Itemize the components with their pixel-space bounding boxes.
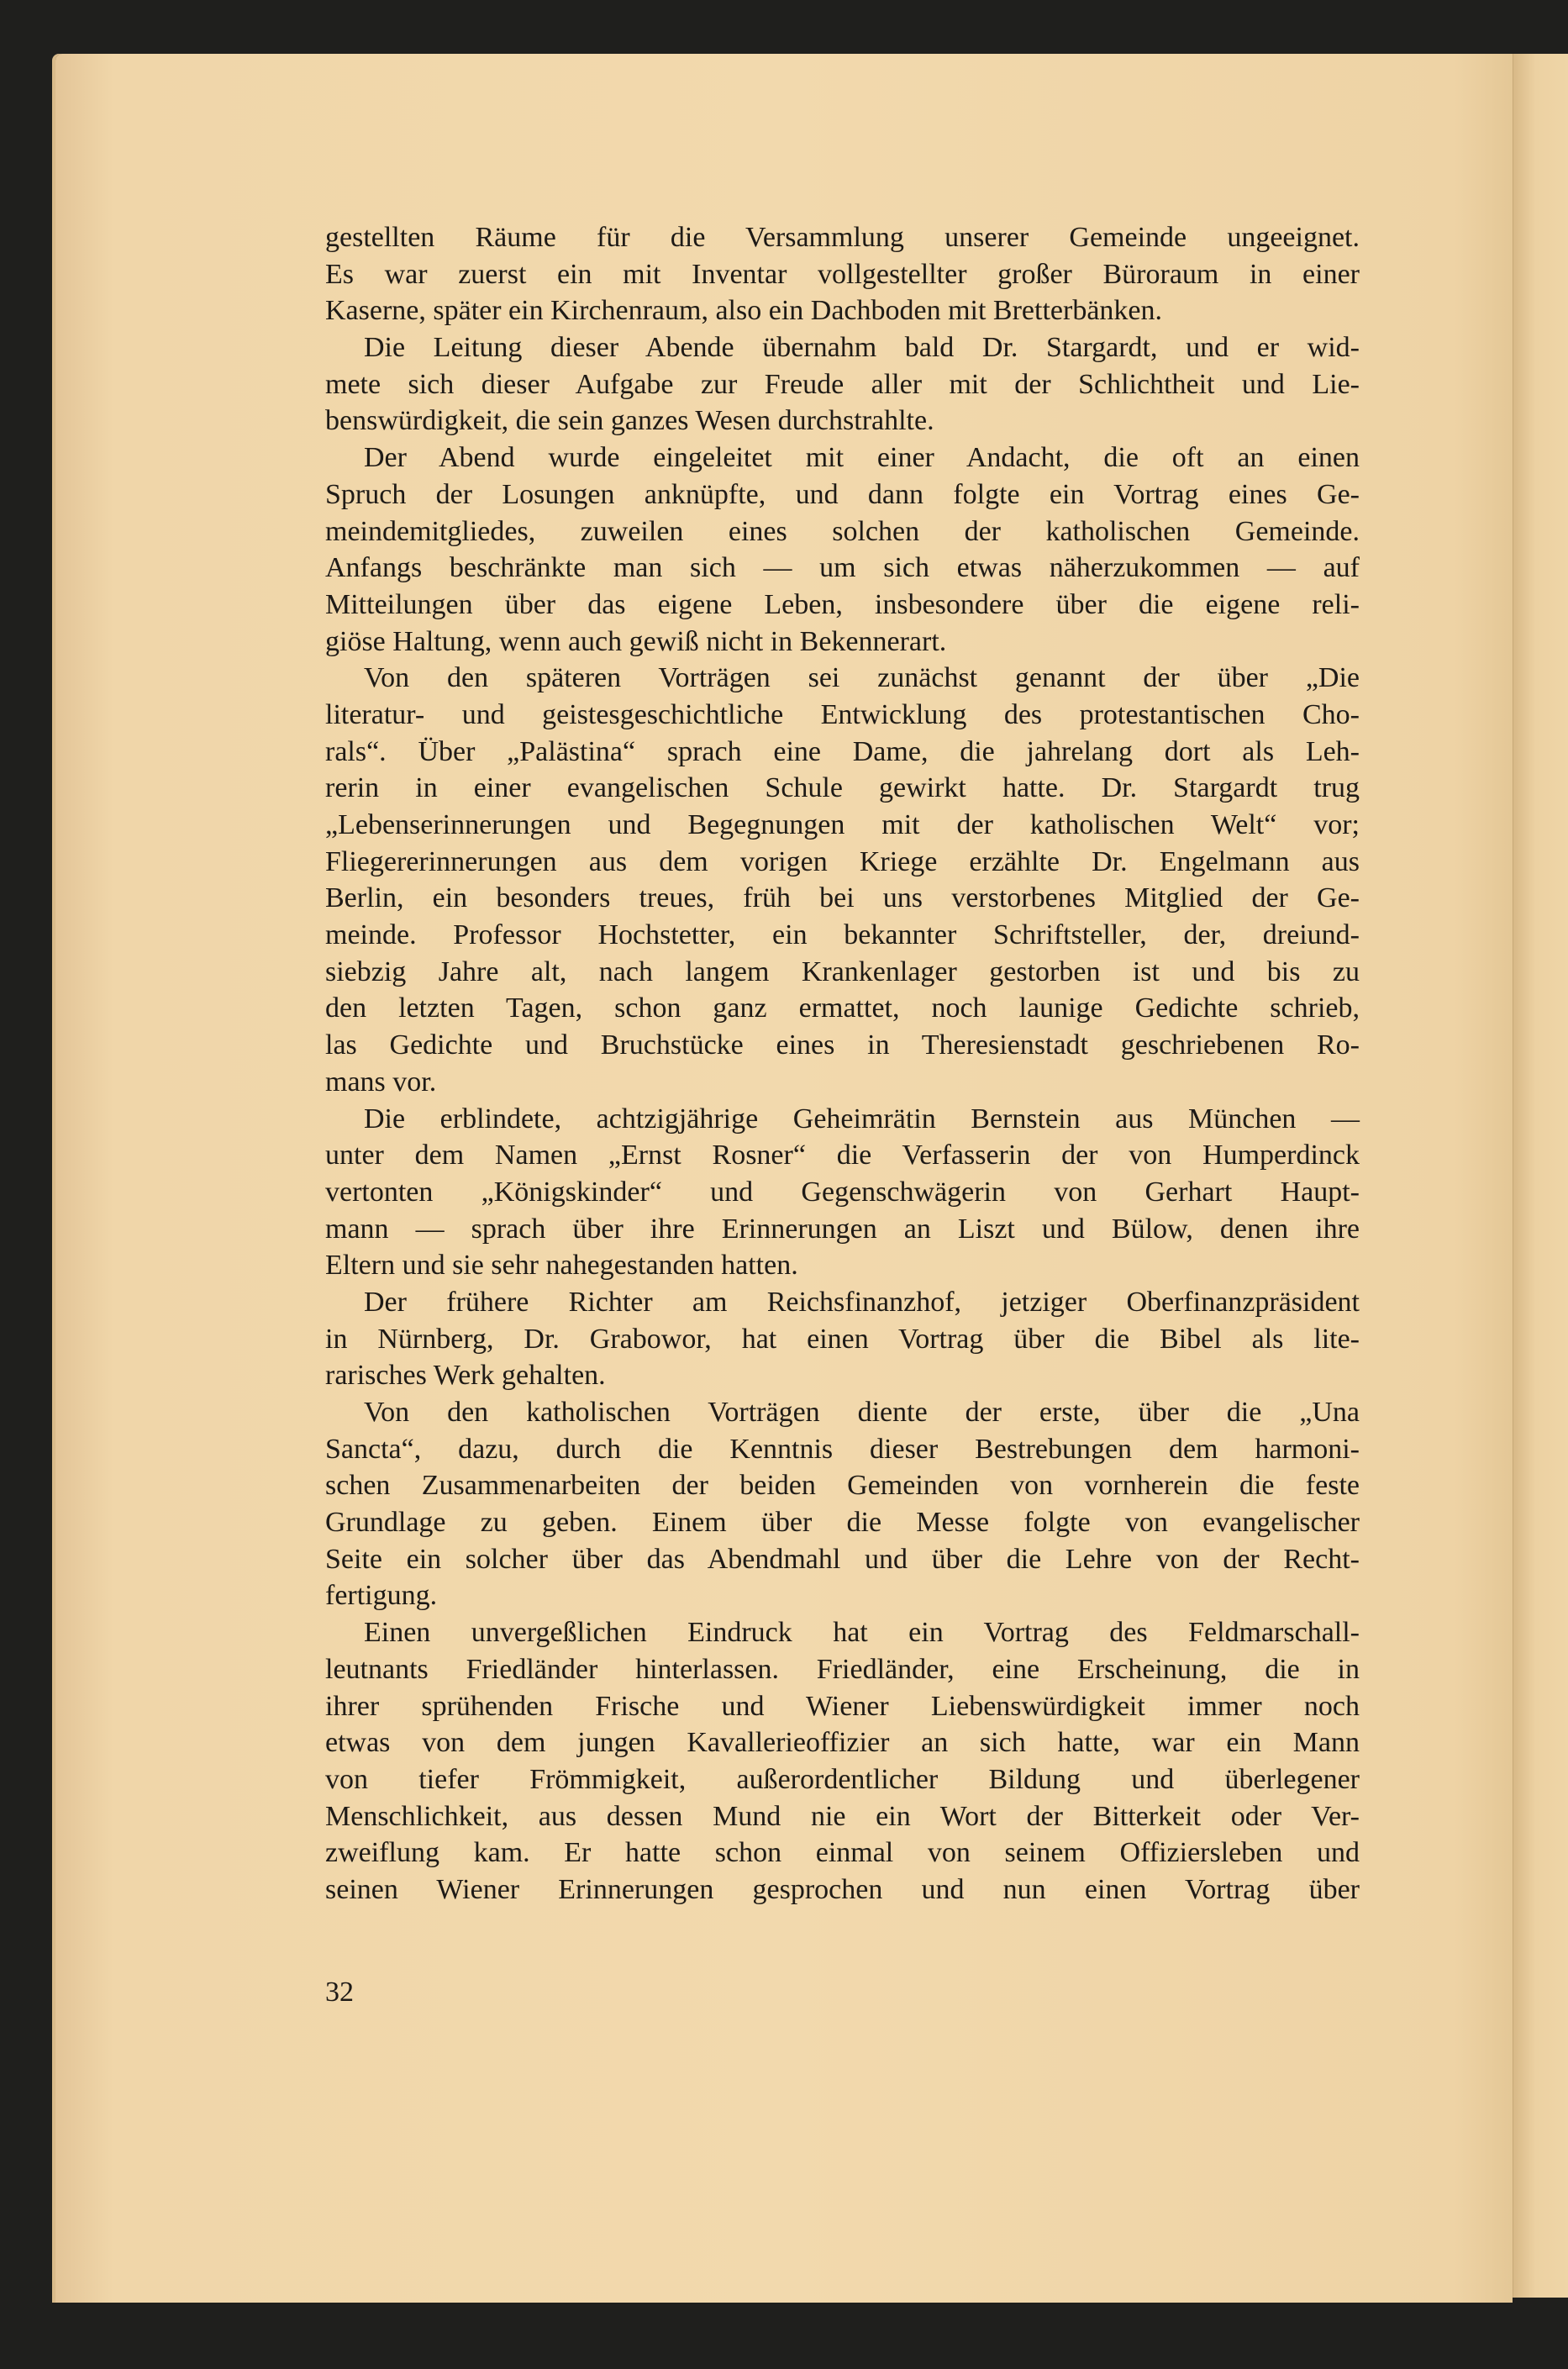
paragraph xyxy=(325,329,1360,440)
text-line: Sancta“, dazu, durch die Kenntnis dieser Bestrebungen dem harmoni- xyxy=(325,1433,1360,1465)
text-line: Es war zuerst ein mit Inventar vollgestellter großer Büroraum in einer xyxy=(325,258,1360,290)
text-line: etwas von dem jungen Kavallerieoffizier an sich hatte, war ein Mann xyxy=(325,1727,1360,1759)
text-line: schen Zusammenarbeiten der beiden Gemeinden von vornherein die feste xyxy=(325,1470,1360,1502)
text-line: Menschlichkeit, aus dessen Mund nie ein Wort der Bitterkeit oder Ver- xyxy=(325,1800,1360,1832)
text-line: vertonten „Königskinder“ und Gegenschwägerin von Gerhart Haupt- xyxy=(325,1176,1360,1208)
text-line: von tiefer Frömmigkeit, außerordentlicher Bildung und überlegener xyxy=(325,1763,1360,1795)
body-text xyxy=(325,219,1360,1908)
facing-page-edge xyxy=(1513,54,1568,2298)
text-line: meindemitgliedes, zuweilen eines solchen der katholischen Gemeinde. xyxy=(325,515,1360,547)
text-line: „Lebenserinnerungen und Begegnungen mit der katholischen Welt“ vor; xyxy=(325,809,1360,840)
text-line: Von den katholischen Vorträgen diente der erste, über die „Una xyxy=(364,1397,1360,1428)
text-line: den letzten Tagen, schon ganz ermattet, noch launige Gedichte schrieb, xyxy=(325,992,1360,1024)
text-line: Die Leitung dieser Abende übernahm bald Dr. Stargardt, und er wid- xyxy=(364,332,1360,364)
text-line: mann — sprach über ihre Erinnerungen an Liszt und Bülow, denen ihre xyxy=(325,1213,1360,1245)
text-line: rals“. Über „Palästina“ sprach eine Dame, die jahrelang dort als Leh- xyxy=(325,735,1360,767)
text-line: in Nürnberg, Dr. Grabowor, hat einen Vortrag über die Bibel als lite- xyxy=(325,1323,1360,1355)
text-line: Spruch der Losungen anknüpfte, und dann folgte ein Vortrag eines Ge- xyxy=(325,478,1360,510)
text-line: mans vor. xyxy=(325,1066,437,1098)
text-line: mete sich dieser Aufgabe zur Freude aller mit der Schlichtheit und Lie- xyxy=(325,368,1360,400)
paragraph xyxy=(325,219,1360,329)
text-line: Von den späteren Vorträgen sei zunächst genannt der über „Die xyxy=(364,662,1360,694)
text-line: Grundlage zu geben. Einem über die Messe folgte von evangelischer xyxy=(325,1507,1360,1539)
text-line: Kaserne, später ein Kirchenraum, also ein Dachboden mit Bretterbänken. xyxy=(325,295,1163,327)
text-line: rarisches Werk gehalten. xyxy=(325,1360,606,1392)
text-line: Anfangs beschränkte man sich — um sich etwas näherzukommen — auf xyxy=(325,552,1360,584)
text-line: unter dem Namen „Ernst Rosner“ die Verfasserin der von Humperdinck xyxy=(325,1140,1360,1171)
text-line: giöse Haltung, wenn auch gewiß nicht in Bekennerart. xyxy=(325,625,947,657)
page-number: 32 xyxy=(325,1977,354,2008)
text-line: Die erblindete, achtzigjährige Geheimrätin Bernstein aus München — xyxy=(364,1103,1360,1134)
text-line: zweiflung kam. Er hatte schon einmal von seinem Offiziersleben und xyxy=(325,1837,1360,1869)
text-line: ihrer sprühenden Frische und Wiener Liebenswürdigkeit immer noch xyxy=(325,1690,1360,1722)
text-line: rerin in einer evangelischen Schule gewirkt hatte. Dr. Stargardt trug xyxy=(325,772,1360,804)
text-line: benswürdigkeit, die sein ganzes Wesen durchstrahlte. xyxy=(325,405,934,437)
paragraph xyxy=(325,1284,1360,1394)
paragraph xyxy=(325,1614,1360,1908)
text-line: las Gedichte und Bruchstücke eines in Theresienstadt geschriebenen Ro- xyxy=(325,1029,1360,1061)
text-line: Berlin, ein besonders treues, früh bei uns verstorbenes Mitglied der Ge- xyxy=(325,882,1360,914)
text-line: Der Abend wurde eingeleitet mit einer Andacht, die oft an einen xyxy=(364,442,1360,474)
paragraph xyxy=(325,1394,1360,1614)
text-line: Mitteilungen über das eigene Leben, insbesondere über die eigene reli- xyxy=(325,588,1360,620)
text-line: siebzig Jahre alt, nach langem Krankenlager gestorben ist und bis zu xyxy=(325,955,1360,987)
text-line: seinen Wiener Erinnerungen gesprochen und nun einen Vortrag über xyxy=(325,1873,1360,1905)
text-line: gestellten Räume für die Versammlung unserer Gemeinde ungeeignet. xyxy=(325,222,1360,253)
text-line: meinde. Professor Hochstetter, ein bekannter Schriftsteller, der, dreiund- xyxy=(325,919,1360,951)
paragraph xyxy=(325,660,1360,1100)
text-line: Seite ein solcher über das Abendmahl und über die Lehre von der Recht- xyxy=(325,1543,1360,1575)
text-line: leutnants Friedländer hinterlassen. Friedländer, eine Erscheinung, die in xyxy=(325,1653,1360,1685)
text-line: Fliegererinnerungen aus dem vorigen Kriege erzählte Dr. Engelmann aus xyxy=(325,845,1360,877)
paragraph xyxy=(325,1101,1360,1284)
text-line: Der frühere Richter am Reichsfinanzhof, jetziger Oberfinanzpräsident xyxy=(364,1286,1360,1318)
paragraph xyxy=(325,440,1360,660)
text-line: literatur- und geistesgeschichtliche Entwicklung des protestantischen Cho- xyxy=(325,698,1360,730)
text-line: Eltern und sie sehr nahegestanden hatten. xyxy=(325,1250,798,1282)
text-line: fertigung. xyxy=(325,1580,438,1612)
text-line: Einen unvergeßlichen Eindruck hat ein Vortrag des Feldmarschall- xyxy=(364,1617,1360,1649)
